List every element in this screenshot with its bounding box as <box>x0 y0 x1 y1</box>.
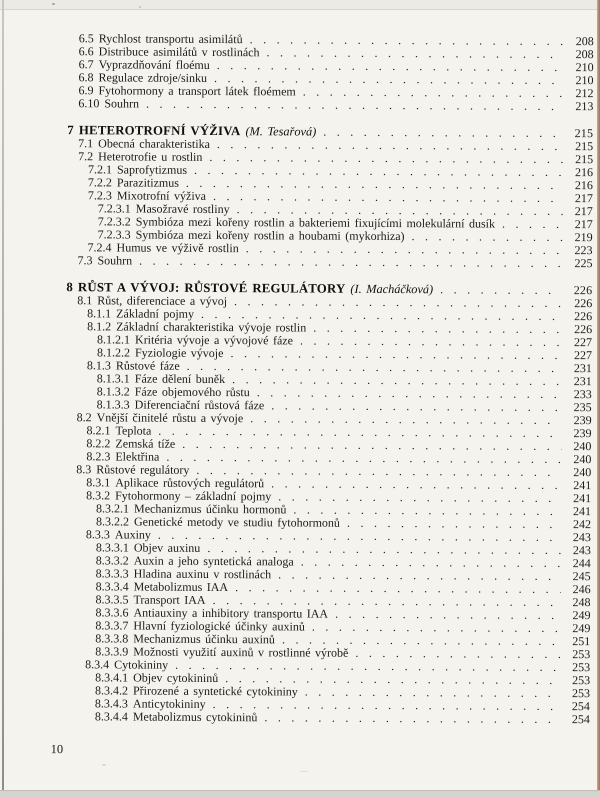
toc-entry-page: 253 <box>572 673 591 688</box>
toc-entry-label: Základní charakteristika vývoje rostlin <box>116 319 307 335</box>
toc-entry-page: 208 <box>575 47 594 62</box>
toc-entry-number: 8.1.1 <box>87 306 112 321</box>
toc-entry-page: 254 <box>571 712 590 727</box>
toc-entry-number: 6.5 <box>78 31 94 46</box>
toc-entry-number: 7.2.3.1 <box>97 201 131 216</box>
toc-entry-number: 8.1.2.1 <box>97 332 131 347</box>
toc-entry-number: 8.1.2 <box>87 319 112 334</box>
toc-entry-page: 248 <box>572 595 591 610</box>
toc-entry-page: 249 <box>572 621 591 636</box>
toc-entry-number: 6.10 <box>78 96 100 111</box>
toc-entry-page: 235 <box>573 400 592 415</box>
toc-entry-page: 227 <box>573 348 593 363</box>
toc-entry-page: 219 <box>574 230 593 245</box>
toc-entry-label: Fáze dělení buněk <box>134 371 226 387</box>
toc-entry-number: 7.1 <box>78 136 94 151</box>
toc-entry-page: 253 <box>572 647 591 662</box>
toc-entry-number: 8.2.3 <box>86 449 111 464</box>
toc-entry-number: 8.3.4.2 <box>94 683 129 698</box>
toc-entry-label: Přirozené a syntetické cytokininy <box>132 683 298 699</box>
toc-entry-label: Hladina auxinu v rostlinách <box>133 566 272 582</box>
toc-entry-number: 8.1.2.2 <box>96 345 131 360</box>
toc-entry-number: 8.3.3.5 <box>95 592 129 607</box>
toc-entry <box>66 254 592 270</box>
toc-entry-page: 241 <box>573 504 592 519</box>
toc-entry-number: 8.2.2 <box>86 436 111 451</box>
toc-entry-label: Vyprazdňování floému <box>98 57 210 72</box>
toc-entry <box>67 97 593 113</box>
toc-entry-number: 6.7 <box>78 57 94 72</box>
toc-entry-page: 246 <box>572 582 591 597</box>
toc-entry-label: Antiauxiny a inhibitory transportu IAA <box>133 605 329 621</box>
toc-entry-page: 213 <box>575 99 594 114</box>
toc-entry-label: Vnější činitelé růstu a vývoje <box>96 410 244 426</box>
toc-entry-page: 240 <box>573 465 592 480</box>
dot-leader <box>257 711 560 726</box>
dot-leader <box>340 517 561 531</box>
toc-entry-page: 254 <box>571 699 590 714</box>
toc-entry-page: 226 <box>574 322 593 337</box>
toc-entry-label: Auxin a jeho syntetická analoga <box>133 553 294 569</box>
toc-entry-number: 8.3.3.4 <box>95 579 129 594</box>
toc-entry-label: Fyziologie vývoje <box>134 345 224 361</box>
toc-entry-page: 226 <box>574 296 593 311</box>
toc-entry-label: Možnosti využití auxinů v rostlinné výrobě <box>133 644 349 660</box>
dot-leader <box>348 647 560 661</box>
toc-entry-number: 8.1.3.2 <box>96 384 130 399</box>
toc-entry-label: Parazitizmus <box>116 175 179 190</box>
toc-entry-number: 8.3.3.8 <box>95 631 129 646</box>
toc-entry-label: Elektřina <box>115 449 160 464</box>
toc-entry-page: 253 <box>571 686 591 701</box>
toc-entry-label: Fáze objemového růstu <box>134 384 250 400</box>
toc-entry-page: 241 <box>573 491 592 506</box>
toc-entry-number: 8.3.3 <box>85 527 110 542</box>
toc-entry-page: 241 <box>573 478 592 493</box>
toc-entry-label: Metabolizmus cytokininů <box>132 709 258 725</box>
toc-entry-author: (I. Macháčková) <box>350 281 434 297</box>
toc-entry-label: Diferenciační růstová fáze <box>134 397 265 413</box>
toc-entry-label: Auxiny <box>114 527 151 542</box>
toc-entry-number: 8.1.3.3 <box>96 397 130 412</box>
toc-entry-label: Mechanizmus účinku auxinů <box>133 631 276 647</box>
toc-entry-label: HETEROTROFNÍ VÝŽIVA <box>78 123 241 139</box>
toc-entry-number: 7 <box>67 123 74 138</box>
toc-entry-number: 8.3.3.9 <box>95 644 129 659</box>
toc-entry-page: 216 <box>574 165 594 180</box>
toc-entry-number: 7.2.3.2 <box>97 214 131 229</box>
toc-entry-label: Souhrn <box>97 253 133 268</box>
toc-entry-label: Obecná charakteristika <box>98 136 210 151</box>
toc-entry-page: 212 <box>575 86 594 101</box>
dot-leader <box>495 218 563 231</box>
toc-entry-page: 223 <box>574 243 593 258</box>
toc-entry-number: 8.3.1 <box>86 475 111 490</box>
toc-entry-label: Saprofytizmus <box>116 162 188 177</box>
toc-entry-label: Genetické metody ve studiu fytohormonů <box>133 514 341 530</box>
toc-entry-label: Mechanizmus účinku hormonů <box>134 501 287 517</box>
toc-entry-label: Mixotrofní výživa <box>116 188 207 203</box>
toc-entry-label: Teplota <box>115 423 152 438</box>
toc-entry-label: Objev auxinu <box>133 540 201 555</box>
toc-entry-label: Symbióza mezi kořeny rostlin a bakteriemi fixujícími molekulární dusík <box>135 214 496 231</box>
toc-entry-number: 8.1.3.1 <box>96 371 130 386</box>
toc-entry-page: 253 <box>572 660 591 675</box>
toc-entry-number: 8 <box>66 280 73 295</box>
toc-entry-page: 210 <box>575 73 594 88</box>
toc-entry-number: 8.3.4.1 <box>95 670 129 685</box>
toc-entry-number: 8.3.4.4 <box>94 709 128 724</box>
toc-entry-label: Rychlost transportu asimilátů <box>98 31 243 47</box>
toc-entry-number: 8.3.2 <box>86 488 111 503</box>
toc-entry-page: 216 <box>574 178 593 193</box>
toc-entry-label: Růstové regulátory <box>96 462 190 477</box>
toc-entry-page: 217 <box>574 217 593 232</box>
toc-entry-number: 8.3.2.1 <box>96 501 130 516</box>
toc-entry-page: 215 <box>574 126 594 141</box>
toc-entry-page: 245 <box>572 569 591 584</box>
toc-entry-number: 8.3.4.3 <box>94 696 128 711</box>
toc-entry-page: 251 <box>572 634 591 649</box>
toc-entry-label: Humus ve výživě rostlin <box>116 240 239 256</box>
toc-entry-label: Růstové fáze <box>115 358 180 373</box>
toc-entry-number: 7.2.3.3 <box>97 227 131 242</box>
toc-entry-page: 242 <box>572 517 592 532</box>
toc-entry-number: 7.2.4 <box>87 240 112 255</box>
dot-leader <box>433 283 562 297</box>
toc-entry-page: 239 <box>573 413 592 428</box>
toc-entry-page: 233 <box>573 387 592 402</box>
toc-entry-page: 225 <box>574 256 593 271</box>
toc-entry-number: 8.2 <box>76 410 92 425</box>
toc-entry-page: 217 <box>574 204 593 219</box>
toc-entry-number: 8.3.3.6 <box>95 605 129 620</box>
toc-entry-label: Metabolizmus IAA <box>133 579 229 595</box>
toc-entry-number: 7.2.1 <box>87 162 113 177</box>
toc-entry-page: 210 <box>575 60 594 75</box>
toc-entry-page: 208 <box>575 34 594 49</box>
dot-leader <box>132 255 562 270</box>
toc-entry-page: 244 <box>572 556 591 571</box>
toc-entry-page: 249 <box>572 608 591 623</box>
toc-entry-page: 217 <box>574 191 593 206</box>
toc-entry-page: 227 <box>573 335 593 350</box>
toc-entry-label: Fytohormony – základní pojmy <box>115 488 272 504</box>
dot-leader <box>328 608 560 622</box>
toc-entry-page: 215 <box>575 139 594 154</box>
toc-entry-number: 8.1.3 <box>86 358 111 373</box>
toc-entry-number: 6.8 <box>78 70 94 85</box>
toc-list <box>64 32 594 726</box>
toc-entry-label: Transport IAA <box>133 592 206 607</box>
toc-entry-label: Masožravé rostliny <box>135 201 230 217</box>
toc-entry-page: 240 <box>573 439 592 454</box>
toc-entry-number: 6.9 <box>78 83 94 98</box>
dot-leader <box>405 230 563 244</box>
toc-entry-number: 8.3.3.1 <box>95 540 129 555</box>
toc-entry-number: 8.3 <box>76 462 92 477</box>
toc-entry-number: 8.3.3.7 <box>95 618 129 633</box>
dot-leader <box>139 98 563 113</box>
toc-entry-label: Distribuce asimilátů v rostlinách <box>98 44 260 60</box>
page-number: 10 <box>50 742 64 757</box>
toc-entry-label: Anticytokininy <box>132 696 206 711</box>
toc-entry-page: 226 <box>573 283 593 298</box>
toc-entry-label: Aplikace růstových regulátorů <box>115 475 265 491</box>
toc-entry-number: 7.3 <box>77 253 93 268</box>
toc-entry-number: 8.3.3.3 <box>95 566 129 581</box>
toc-entry-author: (M. Tesařová) <box>245 124 317 139</box>
toc-entry-label: Základní pojmy <box>116 306 195 321</box>
toc-entry-page: 243 <box>572 530 591 545</box>
toc-entry-page: 215 <box>575 152 594 167</box>
toc-entry-number: 8.2.1 <box>86 423 111 438</box>
toc-entry-label: Hlavní fyziologické účinky auxinů <box>133 618 305 634</box>
toc-entry-number: 8.3.4 <box>85 657 110 672</box>
toc-entry-page: 239 <box>573 426 592 441</box>
toc-entry-label: Souhrn <box>104 96 140 111</box>
toc-entry-number: 8.3.3.2 <box>95 553 129 568</box>
toc-entry <box>64 710 590 726</box>
toc-entry-number: 7.2.3 <box>87 188 112 203</box>
toc-entry-label: Symbióza mezi kořeny rostlin a houbami (mykorhiza) <box>135 227 405 244</box>
toc-entry-page: 231 <box>573 374 592 389</box>
toc-entry-label: Objev cytokininů <box>133 670 219 686</box>
toc-entry-page: 243 <box>572 543 591 558</box>
toc-entry-label: Fytohormony a transport látek floémem <box>98 83 296 99</box>
toc-entry-number: 7.2.2 <box>87 175 112 190</box>
toc-entry-page: 240 <box>573 452 592 467</box>
toc-entry-label: Zemská tíže <box>115 436 176 451</box>
toc-entry-number: 8.1 <box>77 293 93 308</box>
toc-entry-label: RŮST A VÝVOJ: RŮSTOVÉ REGULÁTORY <box>77 280 346 296</box>
toc-entry-number: 7.2 <box>78 149 94 164</box>
toc-entry-label: Kritéria vývoje a vývojové fáze <box>135 332 294 348</box>
toc-entry-label: Regulace zdroje/sinku <box>98 70 208 85</box>
toc-entry-label: Růst, diferenciace a vývoj <box>97 293 228 309</box>
toc-entry-page: 231 <box>573 361 592 376</box>
toc-entry-number: 8.3.2.2 <box>95 514 130 529</box>
toc-entry-number: 6.6 <box>78 44 94 59</box>
toc-entry-label: Heterotrofie u rostlin <box>98 149 203 164</box>
toc-entry-page: 226 <box>574 309 593 324</box>
toc-entry-label: Cytokininy <box>114 657 169 672</box>
